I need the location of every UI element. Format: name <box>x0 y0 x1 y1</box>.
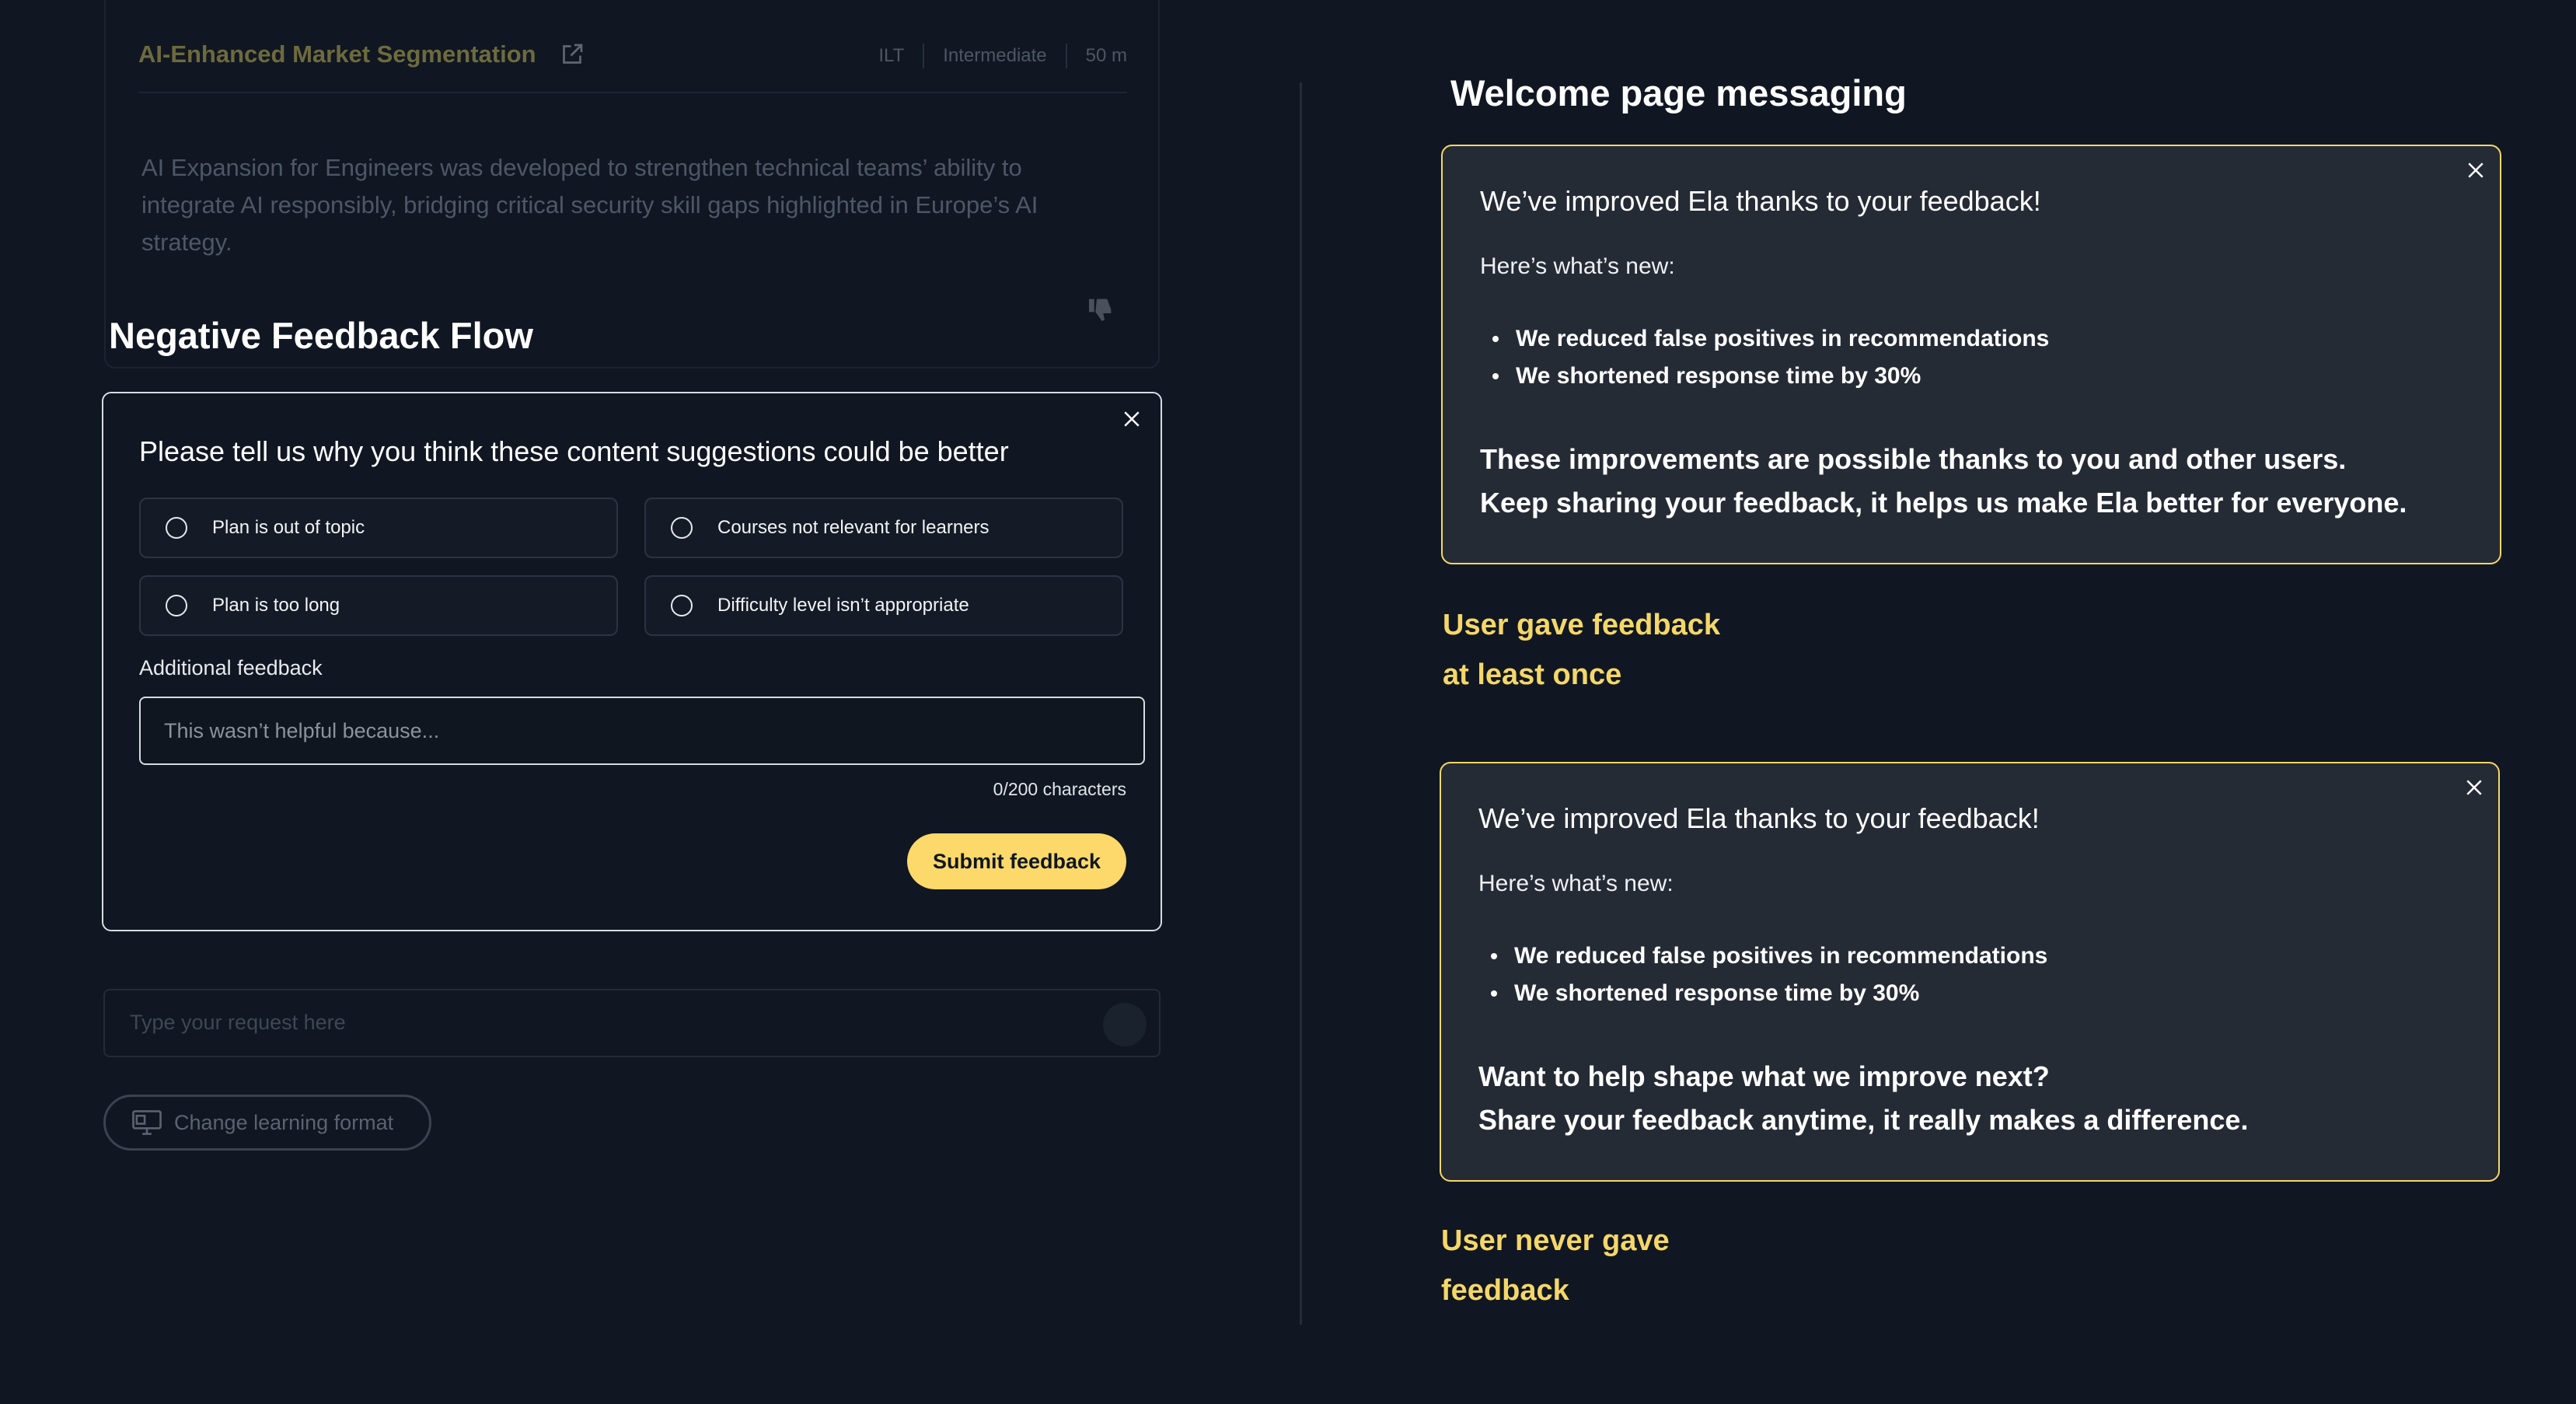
close-icon[interactable] <box>2464 159 2487 182</box>
message-footer-line-1: Want to help shape what we improve next? <box>1478 1060 2050 1092</box>
caption-line-1: User never gave <box>1441 1224 1670 1257</box>
message-footer-line-2: Keep sharing your feedback, it helps us make Ela better for everyone. <box>1480 487 2407 519</box>
column-divider <box>1300 82 1302 1325</box>
radio-button[interactable] <box>671 595 693 616</box>
option-label: Plan is too long <box>212 595 340 616</box>
list-item <box>1478 975 2047 1012</box>
option-label: Courses not relevant for learners <box>717 517 990 538</box>
message-footer-line-1: These improvements are possible thanks to you and other users. <box>1480 443 2347 475</box>
external-link-icon[interactable] <box>558 40 586 68</box>
feedback-question: Please tell us why you think these content suggestions could be better <box>139 435 1009 467</box>
bullet <box>1491 953 1497 959</box>
meta-divider <box>1066 44 1067 68</box>
message-title: We’ve improved Ela thanks to your feedback! <box>1478 802 2040 834</box>
learning-format-icon <box>132 1109 162 1136</box>
caption-line-2: feedback <box>1441 1274 1569 1307</box>
improvements-list <box>1480 320 2049 395</box>
message-title: We’ve improved Ela thanks to your feedback! <box>1480 185 2041 217</box>
caption-gave-feedback <box>1443 600 1720 700</box>
close-icon[interactable] <box>1120 407 1143 431</box>
welcome-message-card-returning <box>1441 145 2501 564</box>
list-item-text: We reduced false positives in recommendations <box>1514 943 2048 969</box>
course-title[interactable]: AI-Enhanced Market Segmentation <box>138 40 536 68</box>
list-item-text: We shortened response time by 30% <box>1514 980 1920 1006</box>
course-format: ILT <box>878 45 905 66</box>
option-label: Plan is out of topic <box>212 517 365 538</box>
list-item <box>1480 320 2049 358</box>
message-subtitle: Here’s what’s new: <box>1478 871 1674 896</box>
character-count: 0/200 characters <box>993 779 1126 799</box>
request-input[interactable] <box>103 989 1161 1057</box>
course-meta <box>878 44 1127 68</box>
section-title-welcome-messaging: Welcome page messaging <box>1450 72 1907 114</box>
section-title-negative-feedback: Negative Feedback Flow <box>109 315 533 356</box>
message-subtitle: Here’s what’s new: <box>1480 253 1675 279</box>
option-label: Difficulty level isn’t appropriate <box>717 595 969 616</box>
additional-feedback-input[interactable] <box>139 697 1145 765</box>
list-item-text: We shortened response time by 30% <box>1516 363 1922 389</box>
course-description: AI Expansion for Engineers was developed to strengthen technical teams’ ability to integrate AI responsibly, bridging critical security skill gaps highlighted in Europe’s AI strategy. <box>141 154 1038 256</box>
list-item <box>1480 358 2049 395</box>
radio-button[interactable] <box>671 517 693 539</box>
bullet <box>1491 990 1497 997</box>
message-footer-line-2: Share your feedback anytime, it really makes a difference. <box>1478 1104 2249 1136</box>
option-not-relevant[interactable] <box>644 498 1123 558</box>
radio-button[interactable] <box>166 517 187 539</box>
close-icon[interactable] <box>2463 776 2486 799</box>
additional-feedback-label: Additional feedback <box>139 656 323 679</box>
send-icon[interactable] <box>1103 1003 1147 1046</box>
bullet <box>1492 373 1499 379</box>
caption-line-2: at least once <box>1443 658 1622 691</box>
radio-button[interactable] <box>166 595 187 616</box>
request-placeholder: Type your request here <box>130 1011 346 1034</box>
bullet <box>1492 336 1499 342</box>
course-level: Intermediate <box>943 45 1047 66</box>
negative-feedback-panel <box>102 392 1162 931</box>
submit-feedback-button[interactable]: Submit feedback <box>907 833 1126 889</box>
improvements-list <box>1478 938 2047 1012</box>
option-out-of-topic[interactable] <box>139 498 618 558</box>
list-item <box>1478 938 2047 975</box>
thumbs-down-icon[interactable] <box>1085 294 1116 325</box>
change-learning-format-label: Change learning format <box>174 1110 394 1134</box>
course-card-header <box>138 37 1127 93</box>
welcome-message-card-new <box>1440 762 2500 1182</box>
meta-divider <box>923 44 924 68</box>
list-item-text: We reduced false positives in recommendations <box>1516 326 2050 351</box>
course-duration: 50 m <box>1085 45 1127 66</box>
option-difficulty-level[interactable] <box>644 575 1123 636</box>
caption-never-gave-feedback <box>1441 1216 1670 1315</box>
change-learning-format-button[interactable] <box>103 1095 431 1151</box>
option-too-long[interactable] <box>139 575 618 636</box>
caption-line-1: User gave feedback <box>1443 609 1720 641</box>
